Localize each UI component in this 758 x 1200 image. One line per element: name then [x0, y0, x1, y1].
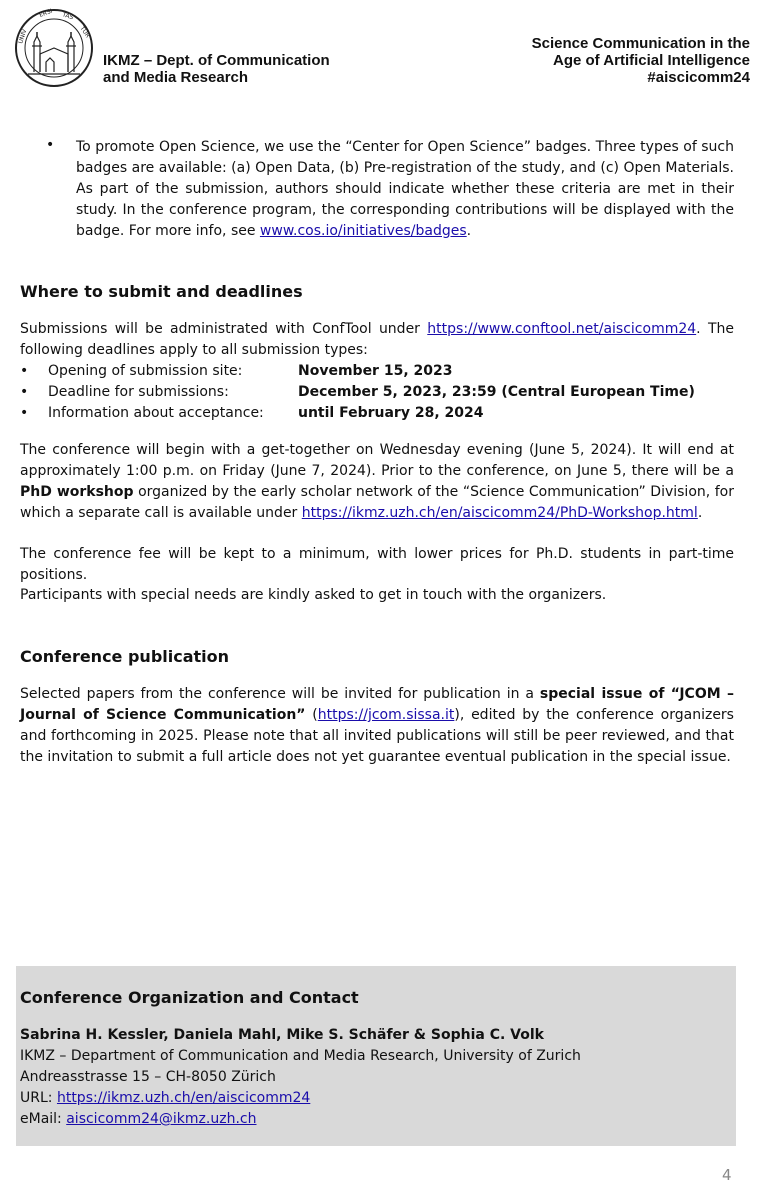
publication-text-after: ), edited by the conference organizers and forthcoming in 2025. Please note that all invited publications will still be peer reviewed, and that the invitation to submit a full article does not yet guarantee eventual publication in the special issue.: [20, 707, 734, 765]
special-issue-emphasis: special issue of “JCOM – Journal of Science Communication”: [20, 686, 735, 723]
contact-url-line: [20, 1088, 310, 1109]
conference-hashtag: #aiscicomm24: [647, 69, 750, 86]
svg-text:TUR: TUR: [78, 25, 92, 40]
publication-text-mid: (: [305, 707, 318, 723]
phd-workshop-link[interactable]: https://ikmz.uzh.ch/en/aiscicomm24/PhD-Workshop.html: [301, 505, 698, 521]
deadline-value: November 15, 2023: [298, 363, 453, 379]
deadline-label: Opening of submission site:: [48, 363, 243, 379]
publication-text: Selected papers from the conference will be invited for publication in a: [20, 686, 540, 702]
special-needs-paragraph: Participants with special needs are kindly asked to get in touch with the organizers.: [20, 587, 607, 603]
open-science-text: To promote Open Science, we use the “Center for Open Science” badges. Three types of such badges are available: (a) Open Data, (b) Pre-registration of the study, and (c) Open Materials. As part of the submission, authors should indicate whether these criteria are met in their study. In the conference program, the corresponding contributions will be displayed with the badge. For more info, see: [76, 139, 734, 239]
conftool-link[interactable]: https://www.conftool.net/aiscicomm24: [427, 321, 697, 337]
contact-heading: Conference Organization and Contact: [20, 988, 359, 1007]
cos-badges-link[interactable]: www.cos.io/initiatives/badges: [259, 223, 467, 239]
publication-heading: Conference publication: [20, 647, 230, 666]
submission-heading: Where to submit and deadlines: [20, 282, 303, 301]
svg-text:UNIV: UNIV: [17, 28, 29, 45]
url-label: URL:: [20, 1090, 57, 1106]
university-seal-logo: [14, 8, 94, 88]
schedule-text: The conference will begin with a get-together on Wednesday evening (June 5, 2024). It will end at approximately 1:00 p.m. on Friday (June 7, 2024). Prior to the conference, on June 5, there will be a: [20, 442, 734, 479]
conference-title-line2: Age of Artificial Intelligence: [553, 52, 750, 69]
deadline-row-opening: [20, 361, 734, 382]
contact-box: [16, 966, 736, 1146]
contact-email-link[interactable]: aiscicomm24@ikmz.uzh.ch: [66, 1111, 257, 1127]
deadline-value: December 5, 2023, 23:59 (Central European Time): [298, 384, 695, 400]
bullet-marker: •: [46, 137, 55, 153]
organization-name-line1: IKMZ – Dept. of Communication: [103, 52, 330, 69]
conference-title: [390, 35, 750, 86]
bullet-marker: •: [20, 405, 29, 421]
organizer-names: Sabrina H. Kessler, Daniela Mahl, Mike S. Schäfer & Sophia C. Volk: [20, 1027, 544, 1043]
submission-intro: [20, 319, 734, 361]
deadline-row-submission: [20, 382, 734, 403]
open-science-end: .: [466, 223, 472, 239]
bullet-marker: •: [20, 384, 29, 400]
conference-title-line1: Science Communication in the: [531, 35, 750, 52]
bullet-marker: •: [20, 363, 29, 379]
deadline-label: Information about acceptance:: [48, 405, 264, 421]
phd-workshop-emphasis: PhD workshop: [20, 484, 134, 500]
fee-paragraph: The conference fee will be kept to a minimum, with lower prices for Ph.D. students in part-time positions.: [20, 546, 734, 583]
organizer-address: Andreasstrasse 15 – CH-8050 Zürich: [20, 1069, 276, 1085]
organization-name: [103, 52, 403, 86]
schedule-paragraph: [20, 440, 734, 524]
deadline-value: until February 28, 2024: [298, 405, 484, 421]
seal-icon: [14, 8, 94, 88]
deadline-row-acceptance: [20, 403, 734, 424]
organizer-department: IKMZ – Department of Communication and Media Research, University of Zurich: [20, 1048, 581, 1064]
schedule-text-middle: organized by the early scholar network of the “Science Communication” Division, for which a separate call is available under: [20, 484, 734, 521]
email-label: eMail:: [20, 1111, 67, 1127]
contact-email-line: [20, 1109, 256, 1130]
svg-text:ERSI: ERSI: [38, 8, 54, 19]
open-science-paragraph: [76, 137, 734, 242]
jcom-link[interactable]: https://jcom.sissa.it: [317, 707, 455, 723]
submission-intro-after: . The following deadlines apply to all submission types:: [20, 321, 734, 358]
schedule-end: .: [697, 505, 703, 521]
publication-paragraph: [20, 684, 734, 768]
svg-text:TAS: TAS: [61, 11, 75, 22]
deadline-label: Deadline for submissions:: [48, 384, 229, 400]
submission-intro-text: Submissions will be administrated with ConfTool under: [20, 321, 428, 337]
organization-name-line2: and Media Research: [103, 69, 249, 86]
page-number: 4: [722, 1166, 732, 1184]
conference-url-link[interactable]: https://ikmz.uzh.ch/en/aiscicomm24: [56, 1090, 311, 1106]
